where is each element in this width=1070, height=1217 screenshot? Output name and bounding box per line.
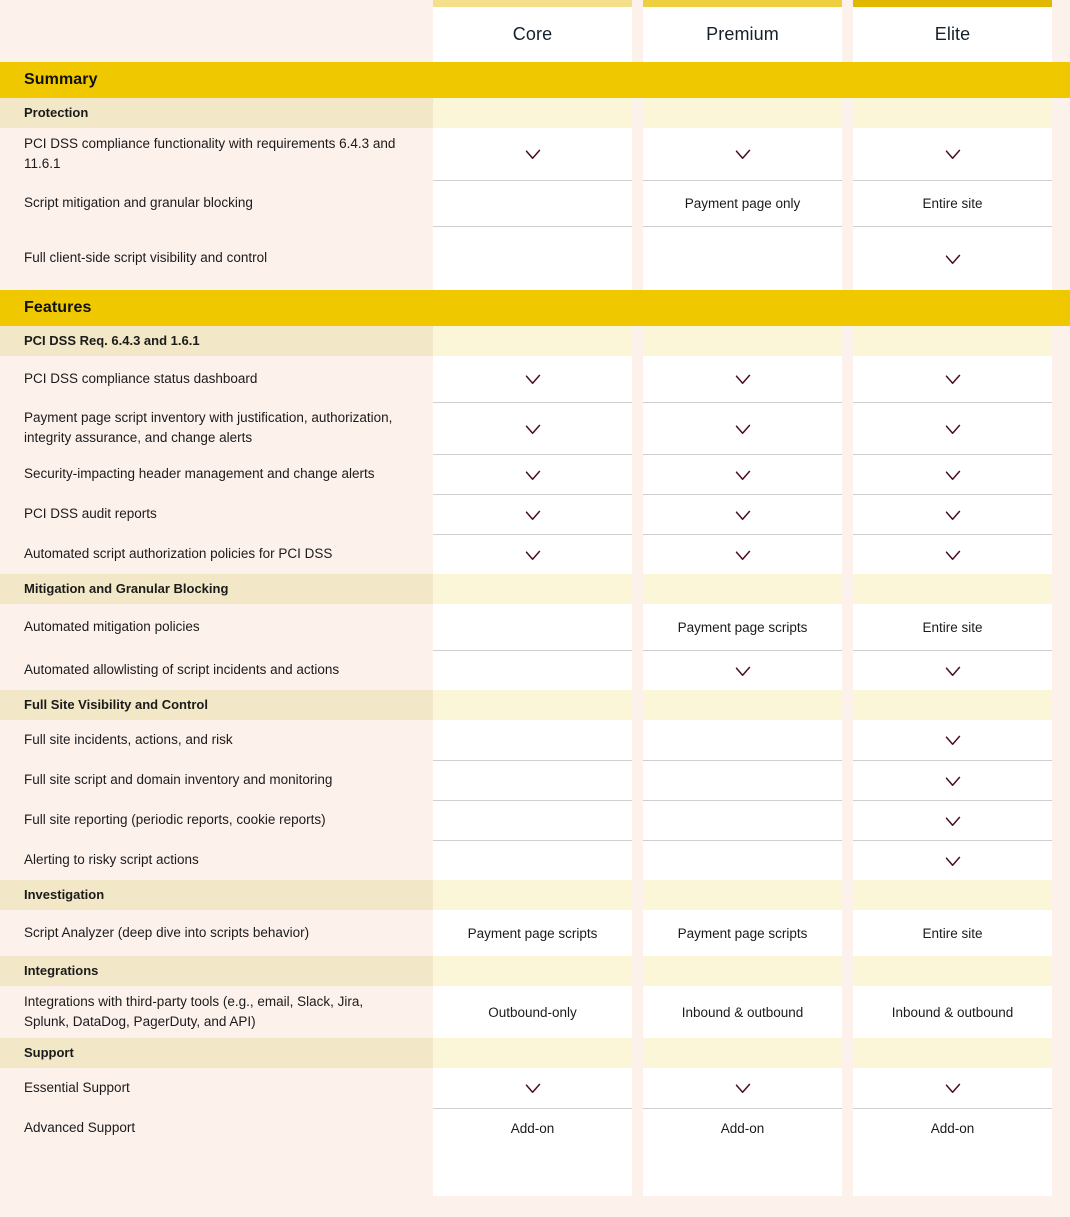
feature-label: Full site reporting (periodic reports, cookie reports) [0, 800, 433, 840]
column-gap [1052, 690, 1061, 720]
feature-value: Inbound & outbound [853, 986, 1052, 1038]
column-gap [632, 326, 643, 356]
empty-cell [643, 226, 842, 290]
table-header [0, 0, 1070, 62]
column-gap [842, 760, 853, 800]
column-gap [842, 800, 853, 840]
feature-label: Automated allowlisting of script incidents and actions [0, 650, 433, 690]
column-gap [842, 604, 853, 650]
empty-cell [433, 720, 632, 760]
feature-value: Payment page scripts [433, 910, 632, 956]
feature-label: PCI DSS compliance functionality with requirements 6.4.3 and 11.6.1 [0, 128, 433, 180]
column-gap [1052, 98, 1061, 128]
column-gap [1052, 494, 1061, 534]
feature-value: Payment page only [643, 180, 842, 226]
column-gap [1052, 574, 1061, 604]
column-gap [1052, 760, 1061, 800]
column-gap [842, 840, 853, 880]
column-gap [1052, 650, 1061, 690]
column-gap [1052, 1108, 1061, 1148]
table-row [0, 840, 1070, 880]
check-icon [943, 1078, 963, 1098]
column-gap [632, 180, 643, 226]
empty-cell [643, 800, 842, 840]
check-icon [643, 128, 842, 180]
table-row [0, 180, 1070, 226]
column-gap [632, 574, 643, 604]
column-gap [842, 494, 853, 534]
check-icon [853, 720, 1052, 760]
column-gap [842, 402, 853, 454]
table-row [0, 986, 1070, 1038]
empty-cell [433, 760, 632, 800]
column-gap [632, 128, 643, 180]
column-gap [1052, 1038, 1061, 1068]
column-gap [842, 534, 853, 574]
column-gap [842, 720, 853, 760]
tail-spacer [0, 1148, 433, 1196]
check-icon [943, 505, 963, 525]
feature-value: Payment page scripts [643, 604, 842, 650]
column-gap [632, 454, 643, 494]
check-icon [433, 494, 632, 534]
plan-name: Core [512, 24, 553, 44]
column-gap [842, 226, 853, 290]
group-header-cell [643, 880, 842, 910]
check-icon [943, 771, 963, 791]
feature-value: Entire site [853, 604, 1052, 650]
column-gap [842, 356, 853, 402]
check-icon [433, 402, 632, 454]
check-icon [433, 454, 632, 494]
table-row [0, 534, 1070, 574]
table-row [0, 650, 1070, 690]
group-header-cell [853, 690, 1052, 720]
check-icon [853, 760, 1052, 800]
column-gap [842, 986, 853, 1038]
check-icon [853, 494, 1052, 534]
column-gap [632, 494, 643, 534]
column-gap [1052, 402, 1061, 454]
empty-cell [433, 800, 632, 840]
column-gap [632, 98, 643, 128]
header-spacer [0, 0, 433, 62]
table-row [0, 604, 1070, 650]
check-icon [643, 402, 842, 454]
group-header-cell [433, 98, 632, 128]
feature-label: Automated mitigation policies [0, 604, 433, 650]
column-gap [632, 1038, 643, 1068]
column-gap [1052, 128, 1061, 180]
empty-cell [433, 840, 632, 880]
column-gap [632, 534, 643, 574]
feature-value: Entire site [853, 910, 1052, 956]
check-icon [853, 356, 1052, 402]
check-icon [643, 650, 842, 690]
check-icon [433, 356, 632, 402]
feature-label: Script Analyzer (deep dive into scripts behavior) [0, 910, 433, 956]
plan-accent-bar [853, 0, 1052, 7]
check-icon [733, 419, 753, 439]
feature-label: Full site incidents, actions, and risk [0, 720, 433, 760]
column-gap [842, 956, 853, 986]
empty-cell [643, 720, 842, 760]
column-gap [632, 402, 643, 454]
check-icon [643, 494, 842, 534]
table-row [0, 226, 1070, 290]
column-gap [1052, 1068, 1061, 1108]
group-header-cell [643, 98, 842, 128]
column-gap [842, 1038, 853, 1068]
plan-column-header-elite[interactable] [853, 0, 1052, 62]
group-header-cell [853, 880, 1052, 910]
group-header-cell [433, 326, 632, 356]
group-header-cell [853, 574, 1052, 604]
check-icon [853, 1068, 1052, 1108]
column-gap [632, 880, 643, 910]
check-icon [943, 811, 963, 831]
column-gap [842, 690, 853, 720]
group-header-row [0, 880, 1070, 910]
column-gap [842, 574, 853, 604]
column-gap [842, 1148, 853, 1196]
feature-value: Outbound-only [433, 986, 632, 1038]
column-gap [632, 800, 643, 840]
feature-label: Payment page script inventory with justification, authorization, integrity assurance, and change alerts [0, 402, 433, 454]
check-icon [943, 545, 963, 565]
check-icon [943, 249, 963, 269]
table-row [0, 454, 1070, 494]
column-gap [632, 840, 643, 880]
column-gap [842, 880, 853, 910]
plan-column-header-core[interactable] [433, 0, 632, 62]
group-header-cell [853, 956, 1052, 986]
check-icon [853, 402, 1052, 454]
table-row [0, 760, 1070, 800]
feature-label: Full client-side script visibility and control [0, 226, 433, 290]
section-title: Features [24, 299, 92, 316]
check-icon [853, 840, 1052, 880]
check-icon [733, 545, 753, 565]
group-header-label: Integrations [0, 956, 433, 986]
check-icon [523, 545, 543, 565]
check-icon [943, 730, 963, 750]
check-icon [733, 369, 753, 389]
check-icon [943, 144, 963, 164]
column-gap [1052, 356, 1061, 402]
table-row [0, 720, 1070, 760]
feature-label: Advanced Support [0, 1108, 433, 1148]
column-gap [1052, 454, 1061, 494]
column-gap [1052, 720, 1061, 760]
column-gap [632, 956, 643, 986]
check-icon [943, 465, 963, 485]
check-icon [523, 419, 543, 439]
group-header-label: PCI DSS Req. 6.4.3 and 1.6.1 [0, 326, 433, 356]
column-gap [842, 0, 853, 62]
section-header-summary [0, 62, 1070, 98]
table-row [0, 910, 1070, 956]
group-header-cell [433, 880, 632, 910]
feature-label: Script mitigation and granular blocking [0, 180, 433, 226]
group-header-label: Full Site Visibility and Control [0, 690, 433, 720]
plan-name: Premium [706, 24, 779, 44]
check-icon [853, 534, 1052, 574]
feature-label: PCI DSS audit reports [0, 494, 433, 534]
check-icon [433, 1068, 632, 1108]
group-header-cell [433, 956, 632, 986]
check-icon [643, 454, 842, 494]
feature-label: Alerting to risky script actions [0, 840, 433, 880]
check-icon [943, 851, 963, 871]
group-header-cell [643, 574, 842, 604]
feature-label: PCI DSS compliance status dashboard [0, 356, 433, 402]
section-title: Summary [24, 71, 98, 88]
check-icon [523, 465, 543, 485]
plan-column-header-premium[interactable] [643, 0, 842, 62]
group-header-row [0, 956, 1070, 986]
column-gap [1052, 840, 1061, 880]
group-header-row [0, 690, 1070, 720]
group-header-label: Support [0, 1038, 433, 1068]
check-icon [853, 128, 1052, 180]
group-header-cell [433, 690, 632, 720]
table-footer-tail [0, 1148, 1070, 1196]
check-icon [943, 661, 963, 681]
check-icon [523, 505, 543, 525]
column-gap [842, 326, 853, 356]
column-gap [632, 0, 643, 62]
tail-cell [643, 1148, 842, 1196]
column-gap [1052, 0, 1061, 62]
check-icon [523, 144, 543, 164]
column-gap [632, 1108, 643, 1148]
column-gap [1052, 326, 1061, 356]
table-row [0, 800, 1070, 840]
bottom-padding [0, 1196, 1070, 1208]
column-gap [632, 650, 643, 690]
check-icon [733, 661, 753, 681]
column-gap [1052, 1148, 1063, 1196]
column-gap [632, 720, 643, 760]
group-header-cell [853, 1038, 1052, 1068]
feature-value: Inbound & outbound [643, 986, 842, 1038]
check-icon [733, 465, 753, 485]
empty-cell [643, 840, 842, 880]
column-gap [1052, 910, 1061, 956]
empty-cell [433, 226, 632, 290]
column-gap [632, 356, 643, 402]
feature-value: Add-on [433, 1108, 632, 1148]
check-icon [433, 128, 632, 180]
check-icon [853, 800, 1052, 840]
feature-value: Payment page scripts [643, 910, 842, 956]
column-gap [632, 226, 643, 290]
section-header-features [0, 290, 1070, 326]
empty-cell [433, 604, 632, 650]
check-icon [943, 369, 963, 389]
column-gap [842, 650, 853, 690]
column-gap [1052, 956, 1061, 986]
column-gap [1052, 986, 1061, 1038]
check-icon [433, 534, 632, 574]
group-header-cell [643, 1038, 842, 1068]
group-header-cell [643, 326, 842, 356]
group-header-cell [643, 956, 842, 986]
table-row [0, 1108, 1070, 1148]
check-icon [643, 1068, 842, 1108]
tail-cell [853, 1148, 1052, 1196]
group-header-cell [433, 1038, 632, 1068]
check-icon [853, 226, 1052, 290]
plan-accent-bar [643, 0, 842, 7]
group-header-row [0, 98, 1070, 128]
column-gap [842, 1108, 853, 1148]
column-gap [632, 604, 643, 650]
check-icon [733, 144, 753, 164]
check-icon [643, 356, 842, 402]
plan-accent-bar [433, 0, 632, 7]
feature-label: Full site script and domain inventory and monitoring [0, 760, 433, 800]
group-header-label: Protection [0, 98, 433, 128]
column-gap [632, 1068, 643, 1108]
column-gap [632, 690, 643, 720]
column-gap [632, 1148, 643, 1196]
group-header-label: Mitigation and Granular Blocking [0, 574, 433, 604]
feature-value: Add-on [853, 1108, 1052, 1148]
column-gap [632, 760, 643, 800]
table-row [0, 402, 1070, 454]
column-gap [632, 910, 643, 956]
group-header-label: Investigation [0, 880, 433, 910]
column-gap [1052, 604, 1061, 650]
feature-label: Integrations with third-party tools (e.g., email, Slack, Jira, Splunk, DataDog, PagerDuty, and API) [0, 986, 433, 1038]
group-header-cell [433, 574, 632, 604]
group-header-row [0, 326, 1070, 356]
empty-cell [433, 650, 632, 690]
column-gap [842, 128, 853, 180]
feature-label: Security-impacting header management and change alerts [0, 454, 433, 494]
tail-cell [433, 1148, 632, 1196]
empty-cell [433, 180, 632, 226]
column-gap [1052, 180, 1061, 226]
column-gap [842, 180, 853, 226]
check-icon [523, 369, 543, 389]
check-icon [733, 1078, 753, 1098]
column-gap [1052, 880, 1061, 910]
check-icon [853, 650, 1052, 690]
column-gap [1052, 800, 1061, 840]
check-icon [733, 505, 753, 525]
feature-value: Add-on [643, 1108, 842, 1148]
group-header-cell [853, 326, 1052, 356]
feature-label: Essential Support [0, 1068, 433, 1108]
column-gap [842, 454, 853, 494]
table-row [0, 356, 1070, 402]
empty-cell [643, 760, 842, 800]
group-header-cell [853, 98, 1052, 128]
table-row [0, 494, 1070, 534]
check-icon [523, 1078, 543, 1098]
column-gap [842, 1068, 853, 1108]
column-gap [842, 98, 853, 128]
group-header-row [0, 574, 1070, 604]
table-row [0, 128, 1070, 180]
feature-value: Entire site [853, 180, 1052, 226]
plan-name: Elite [934, 24, 971, 44]
feature-label: Automated script authorization policies for PCI DSS [0, 534, 433, 574]
group-header-cell [643, 690, 842, 720]
column-gap [1052, 534, 1061, 574]
group-header-row [0, 1038, 1070, 1068]
column-gap [842, 910, 853, 956]
column-gap [632, 986, 643, 1038]
check-icon [853, 454, 1052, 494]
table-row [0, 1068, 1070, 1108]
column-gap [1052, 226, 1061, 290]
check-icon [943, 419, 963, 439]
check-icon [643, 534, 842, 574]
